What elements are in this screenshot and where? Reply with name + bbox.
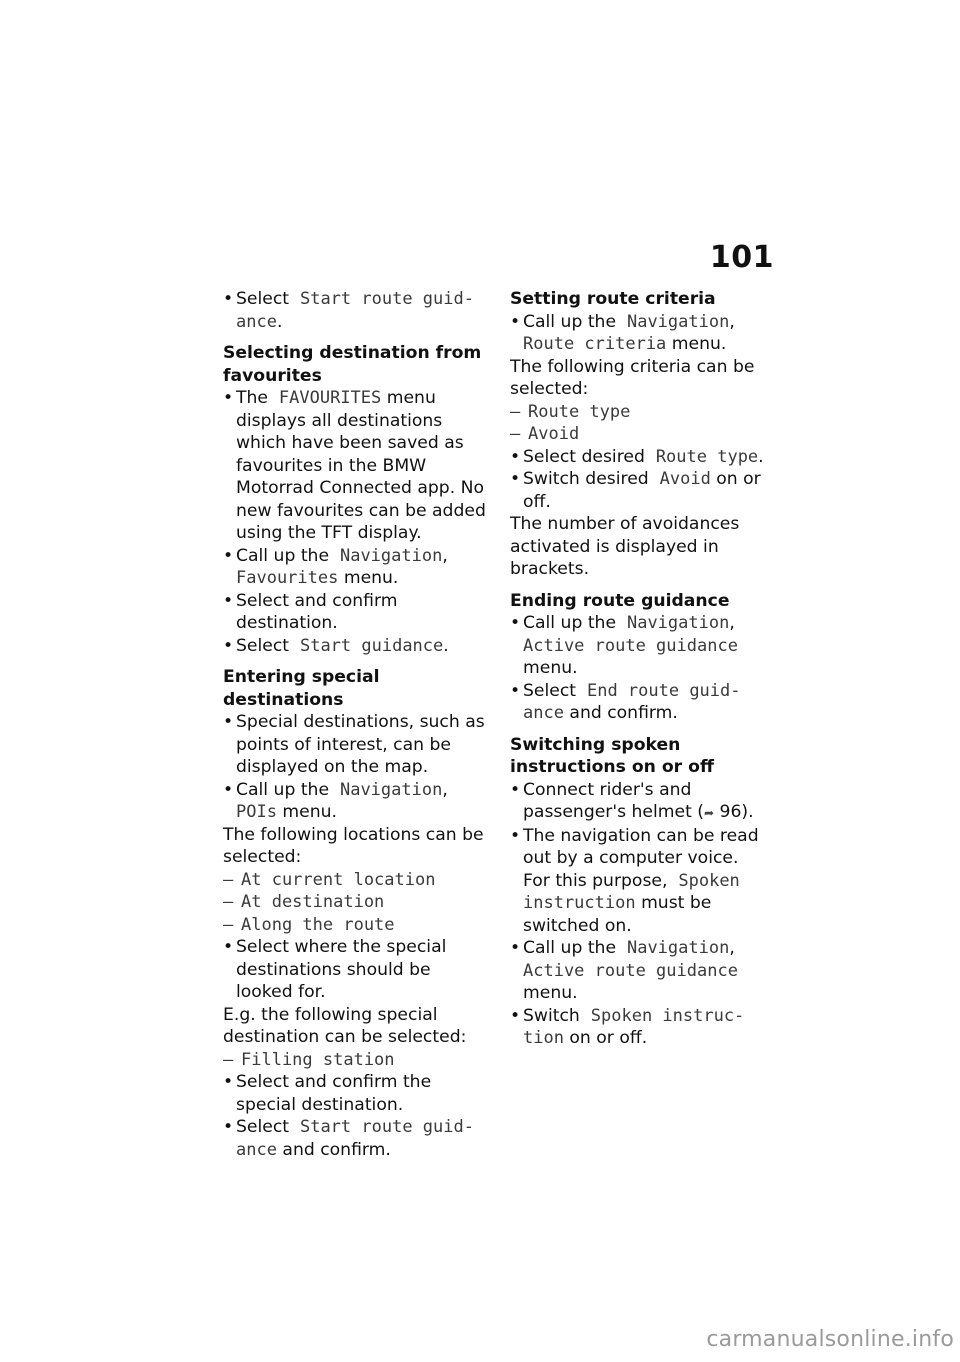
watermark: carmanualsonline.info <box>706 1327 954 1352</box>
body-text: The number of avoidances activated is displayed in brackets. <box>510 514 740 579</box>
section-heading-favourites: Selecting destination from favourites <box>223 343 482 386</box>
list-item: • The FAVOURITES menu displays all destinations which have been saved as favourites in the BMW Motorrad Connected app. No new favourites can be added using the TFT display. <box>223 387 491 545</box>
menu-term: Start guidance <box>299 635 444 656</box>
menu-term: Navigation <box>626 938 730 958</box>
dash-item: – At destination <box>223 891 491 914</box>
section-heading-ending: Ending route guidance <box>510 590 730 611</box>
menu-term: Route type <box>655 446 759 467</box>
list-item: • Call up the Navigation, Active route guidance menu. <box>510 612 778 680</box>
list-item: • Select Start route guid- ance and confirm. <box>223 1116 491 1161</box>
menu-term: Navigation <box>626 613 730 633</box>
right-column <box>510 288 778 1050</box>
list-item: • Select and confirm the special destination. <box>223 1071 491 1116</box>
menu-term: Spoken instruc- tion <box>523 1005 745 1048</box>
menu-term: Active route guidance <box>523 960 738 981</box>
menu-term: Navigation <box>626 311 730 332</box>
list-item: • Call up the Navigation, Active route guidance menu. <box>510 937 778 1005</box>
body-text: E.g. the following special destination can be selected: <box>223 1004 467 1047</box>
menu-term: Start route guid- ance <box>236 289 474 332</box>
list-item: • Switch Spoken instruc- tion on or off. <box>510 1005 778 1050</box>
page-reference-arrow-icon: ➦ <box>703 806 715 820</box>
dash-item: – Avoid <box>510 423 778 446</box>
menu-term: Favourites <box>236 568 339 588</box>
page-number: 101 <box>709 240 774 275</box>
list-item: • Select Start route guid- ance. <box>223 288 491 333</box>
body-text: The following locations can be selected: <box>223 824 484 867</box>
dash-item: – Along the route <box>223 914 491 937</box>
menu-term: End route guid- ance <box>523 680 741 723</box>
list-item: • Call up the Navigation, Favourites menu. <box>223 545 491 590</box>
menu-term: Avoid <box>659 469 711 489</box>
menu-term: Route criteria <box>523 334 667 354</box>
list-item: • Call up the Navigation, Route criteria menu. <box>510 311 778 356</box>
menu-term: Start route guid- ance <box>236 1117 474 1160</box>
dash-item: – Route type <box>510 401 778 424</box>
section-heading-special: Entering special destinations <box>223 667 380 710</box>
list-item: • Select Start guidance. <box>223 635 491 658</box>
menu-term: POIs <box>236 802 277 822</box>
list-item: • Call up the Navigation, POIs menu. <box>223 779 491 824</box>
dash-item: – Filling station <box>223 1049 491 1072</box>
list-item: • Select and confirm destination. <box>223 590 491 635</box>
section-heading-criteria: Setting route criteria <box>510 289 716 309</box>
dash-item: – At current location <box>223 869 491 892</box>
list-item: • The navigation can be read out by a computer voice. For this purpose, Spoken instruction must be switched on. <box>510 825 778 938</box>
left-column <box>223 288 491 1161</box>
menu-term: Spoken instruction <box>523 870 740 913</box>
list-item: • Select desired Route type. <box>510 446 778 469</box>
menu-term: Navigation <box>339 545 443 566</box>
list-item: • Select where the special destinations should be looked for. <box>223 936 491 1004</box>
list-item: • Switch desired Avoid on or off. <box>510 468 778 513</box>
menu-term: Active route guidance <box>523 635 738 656</box>
menu-term: FAVOURITES <box>278 388 382 408</box>
list-item: • Special destinations, such as points of interest, can be displayed on the map. <box>223 711 491 779</box>
list-item: • Select End route guid- ance and confirm. <box>510 680 778 725</box>
section-heading-spoken: Switching spoken instructions on or off <box>510 734 714 777</box>
menu-term: Navigation <box>339 779 443 800</box>
list-item: • Connect rider's and passenger's helmet (➦ 96). <box>510 779 778 825</box>
body-text: The following criteria can be selected: <box>510 356 755 399</box>
